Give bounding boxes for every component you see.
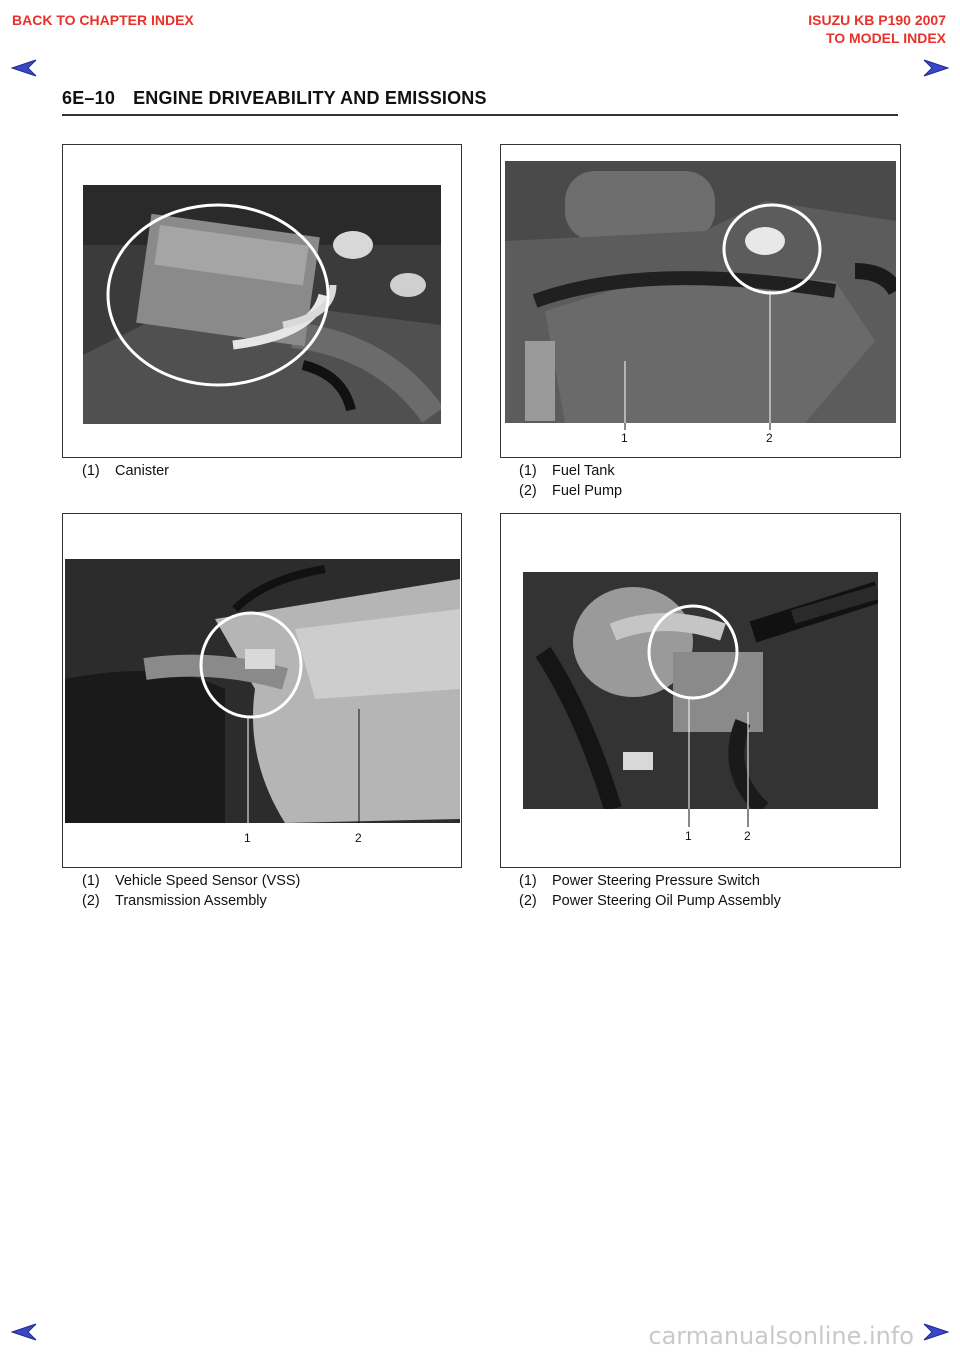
callout-1: 1 <box>685 829 692 843</box>
caption-row: (2) Fuel Pump <box>519 482 623 499</box>
figure-vss-caption <box>82 872 300 911</box>
next-page-bottom-arrow-icon[interactable] <box>922 1322 950 1342</box>
caption-row: (2) Transmission Assembly <box>82 892 267 909</box>
header-divider <box>62 114 898 116</box>
callout-1: 1 <box>621 431 628 445</box>
page-header <box>62 88 487 109</box>
caption-row: (1) Vehicle Speed Sensor (VSS) <box>82 873 301 889</box>
page-title: ENGINE DRIVEABILITY AND EMISSIONS <box>133 88 487 108</box>
caption-row: (1) Canister <box>82 463 169 479</box>
callout-2: 2 <box>744 829 751 843</box>
figure-power-steering-frame <box>500 513 901 868</box>
next-page-arrow-icon[interactable] <box>922 58 950 78</box>
figure-power-steering-caption <box>519 872 781 911</box>
canister-photo <box>83 185 441 424</box>
previous-page-bottom-arrow-icon[interactable] <box>10 1322 38 1342</box>
model-title-link[interactable]: ISUZU KB P190 2007 <box>808 12 946 28</box>
callout-2: 2 <box>766 431 773 445</box>
caption-row: (2) Power Steering Oil Pump Assembly <box>519 892 781 909</box>
caption-row: (1) Fuel Tank <box>519 463 615 479</box>
to-model-index-link[interactable]: TO MODEL INDEX <box>825 30 946 46</box>
figure-fuel-tank-frame <box>500 144 901 458</box>
caption-row: (1) Power Steering Pressure Switch <box>519 873 760 889</box>
vss-photo <box>65 559 460 823</box>
figure-fuel-tank-caption <box>519 462 622 501</box>
figure-vss-frame <box>62 513 462 868</box>
callout-1: 1 <box>244 831 251 845</box>
watermark: carmanualsonline.info <box>648 1322 914 1350</box>
figure-canister-frame <box>62 144 462 458</box>
power-steering-leader-lines <box>501 514 900 867</box>
fuel-tank-leader-lines <box>501 145 900 457</box>
previous-page-arrow-icon[interactable] <box>10 58 38 78</box>
callout-2: 2 <box>355 831 362 845</box>
section-number: 6E–10 <box>62 88 116 108</box>
figure-canister-caption <box>82 462 169 482</box>
back-to-chapter-index-link[interactable]: BACK TO CHAPTER INDEX <box>12 12 194 28</box>
